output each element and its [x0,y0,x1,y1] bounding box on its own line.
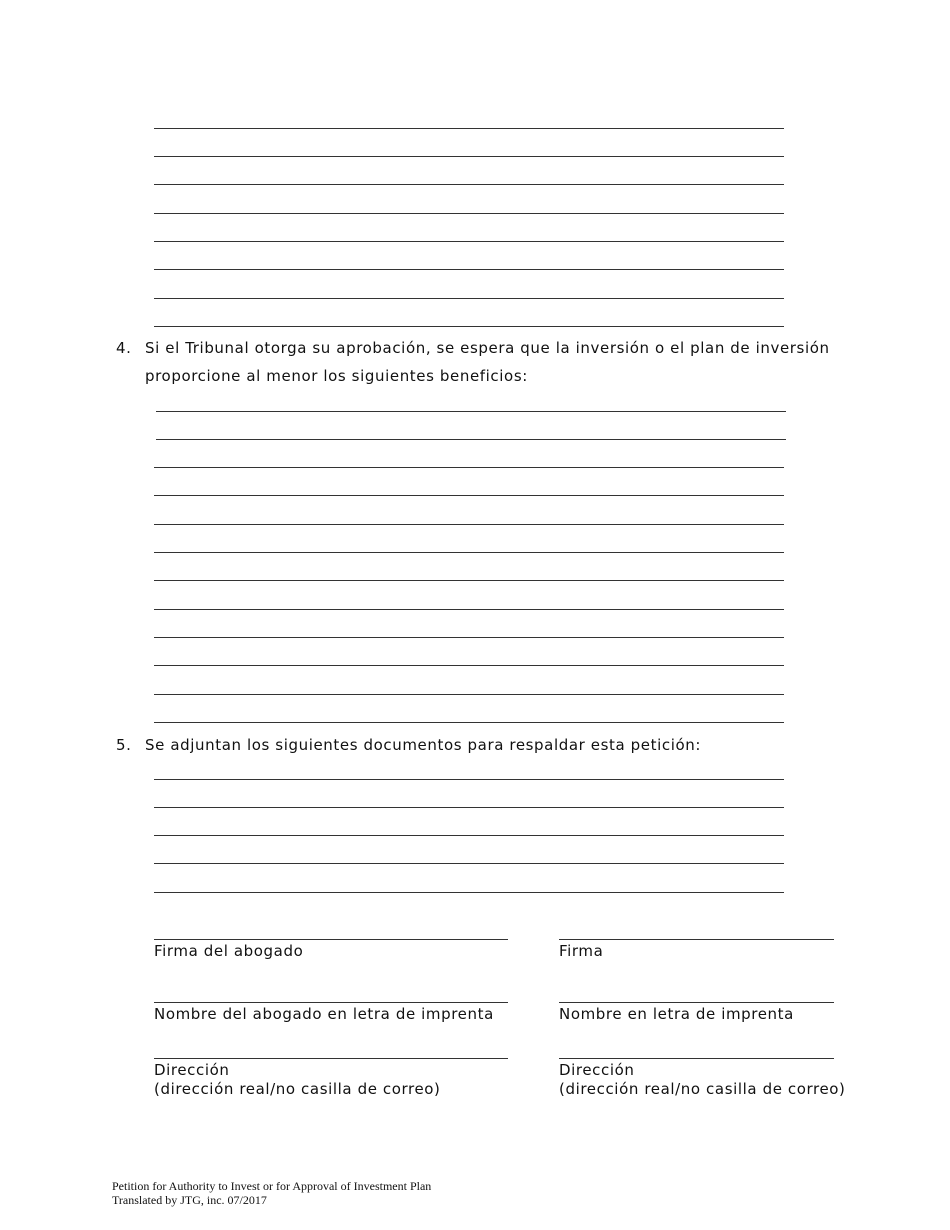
signature-line[interactable] [559,939,834,940]
printed-name-line[interactable] [559,1002,834,1003]
attorney-printed-name-label: Nombre del abogado en letra de imprenta [154,1005,494,1023]
answer-line [154,213,784,214]
footer-translation-note: Translated by JTG, inc. 07/2017 [112,1193,267,1207]
answer-line [154,128,784,129]
answer-line [154,241,784,242]
question-number: 4. [116,339,132,357]
question-number: 5. [116,736,132,754]
answer-line [154,892,784,893]
footer-form-title: Petition for Authority to Invest or for Approval of Investment Plan [112,1179,432,1193]
answer-line [154,694,784,695]
attorney-printed-name-line[interactable] [154,1002,508,1003]
answer-line [154,269,784,270]
answer-line [154,184,784,185]
answer-line [154,863,784,864]
attorney-address-line[interactable] [154,1058,508,1059]
attorney-signature-line[interactable] [154,939,508,940]
signature-label: Firma [559,942,604,960]
attorney-address-label: Dirección [154,1061,230,1079]
question-text: Se adjuntan los siguientes documentos para respaldar esta petición: [145,736,702,754]
question-text: Si el Tribunal otorga su aprobación, se espera que la inversión o el plan de inversión [145,339,830,357]
question-text: proporcione al menor los siguientes beneficios: [145,367,528,385]
attorney-address-note: (dirección real/no casilla de correo) [154,1080,441,1098]
answer-line [154,552,784,553]
address-line[interactable] [559,1058,834,1059]
answer-line [154,637,784,638]
answer-line [154,779,784,780]
answer-line [154,807,784,808]
answer-line [154,298,784,299]
answer-line [156,411,786,412]
address-note: (dirección real/no casilla de correo) [559,1080,846,1098]
answer-line [154,835,784,836]
answer-line [154,524,784,525]
answer-line [154,665,784,666]
answer-line [154,495,784,496]
answer-line [154,156,784,157]
answer-line [154,580,784,581]
attorney-signature-label: Firma del abogado [154,942,304,960]
printed-name-label: Nombre en letra de imprenta [559,1005,794,1023]
address-label: Dirección [559,1061,635,1079]
answer-line [154,326,784,327]
answer-line [154,722,784,723]
answer-line [154,609,784,610]
answer-line [156,439,786,440]
answer-line [154,467,784,468]
